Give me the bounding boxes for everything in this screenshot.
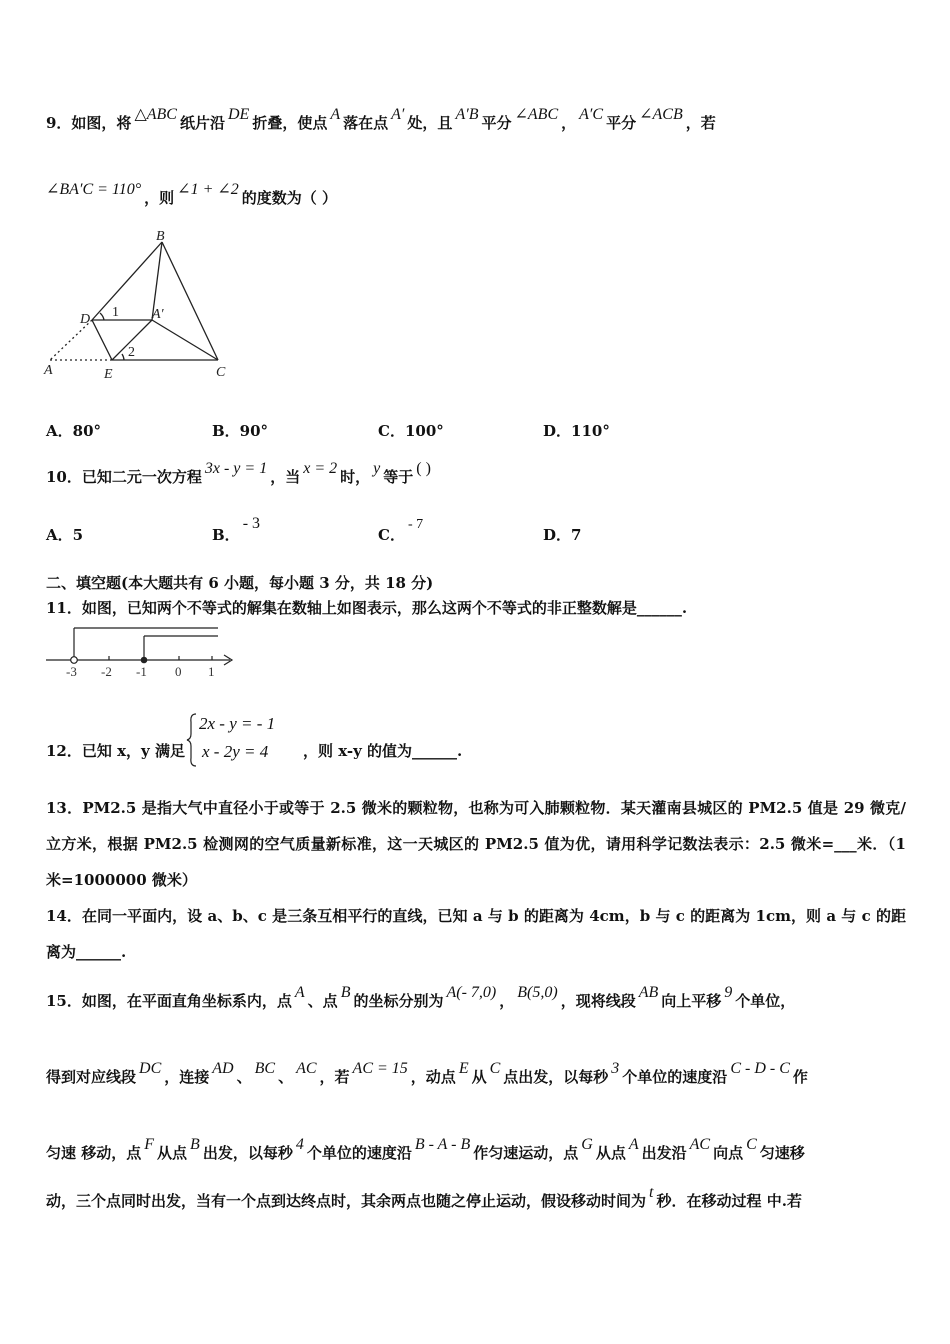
text: 落在点 (343, 114, 389, 132)
text-segment: 作 (792, 1068, 808, 1086)
math-token: AC = 15 (352, 1060, 408, 1077)
label-c: C (216, 365, 226, 380)
q10-option-c (378, 517, 426, 545)
math-angle-sum: ∠1 + ∠2 (177, 181, 239, 198)
q9-number: 9．如图，将 (46, 114, 132, 132)
q9-line-1 (46, 106, 716, 133)
text-segment: 、 (278, 1068, 294, 1086)
angle-2-arc (122, 354, 124, 360)
math-token: G (581, 1136, 593, 1153)
text-segment: 得到对应线段 (46, 1068, 137, 1086)
system-eq-2: x - 2y = 4 (202, 742, 269, 761)
q10-option-a: A．5 (46, 526, 84, 544)
text-segment: 秒．在移动过程 中.若 (656, 1192, 802, 1210)
math-token: AC (296, 1060, 317, 1077)
math-token: BC (254, 1060, 276, 1077)
q15-line-3 (46, 1136, 805, 1163)
math-token: A(- 7,0) (446, 984, 497, 1001)
tick-label: 1 (208, 664, 215, 679)
math-token: B (190, 1136, 200, 1153)
text-segment: ，现将线段 (560, 992, 636, 1010)
text-segment: 15．如图，在平面直角坐标系内，点 (46, 992, 292, 1010)
math-angle-ba-prime-c: ∠BA′C = 110° (46, 181, 142, 198)
text-segment: 个单位的速度沿 (622, 1068, 728, 1086)
tick-label: 0 (175, 664, 182, 679)
math-token: 9 (724, 984, 733, 1001)
system-eq-1: 2x - y = - 1 (199, 714, 276, 733)
text-segment: 个单位的速度沿 (306, 1144, 412, 1162)
section-2-heading: 二、填空题(本大题共有 6 小题，每小题 3 分，共 18 分) (46, 574, 434, 592)
text: 处，且 (407, 114, 453, 132)
math-token: A (294, 984, 305, 1001)
text: 时， (340, 468, 371, 486)
math-a-prime: A′ (391, 106, 405, 123)
q10-number: 10．已知二元一次方程 (46, 468, 202, 486)
text: 平分 (481, 114, 512, 132)
tick-label: -2 (101, 664, 112, 679)
q13-paragraph: 13．PM2.5 是指大气中直径小于或等于 2.5 微米的颗粒物，也称为可入肺颗粒物．某天灌南县城区的 PM2.5 值是 29 微克/立方米，根据 PM2.5 检测网的空气质量新标准，这一天城区的 PM2.5 值为优，请用科学记数法表示：2.5 微米=___米．（1 米=1000000 微米） (46, 799, 906, 889)
math-token: t (649, 1184, 654, 1201)
q15-line-2 (46, 1060, 808, 1087)
closed-circle-point (141, 657, 148, 664)
label-1: 1 (112, 305, 119, 320)
q9-triangle-figure (40, 228, 240, 388)
text: 平分 (606, 114, 637, 132)
text-segment: 动，三个点同时出发，当有一个点到达终点时，其余两点也随之停止运动，假设移动时间为 (46, 1192, 647, 1210)
math-token: F (144, 1136, 155, 1153)
text-segment: ，动点 (410, 1068, 456, 1086)
answer-parens: ( ) (416, 460, 431, 477)
math-token: B - A - B (414, 1136, 471, 1153)
label-b: B (156, 229, 165, 244)
q9-line-2 (46, 181, 337, 208)
text-segment: 作匀速运动，点 (473, 1144, 579, 1162)
tick-label: -3 (66, 664, 77, 679)
math-de: DE (228, 106, 250, 123)
text: ，若 (685, 114, 716, 132)
q9-option-a: A．80° (46, 422, 102, 440)
open-circle-point (71, 657, 78, 664)
q11-number-line (44, 622, 244, 682)
math-token: B (340, 984, 351, 1001)
math-token: A (628, 1136, 639, 1153)
text-segment: 出发沿 (641, 1144, 687, 1162)
text: C． (378, 526, 405, 544)
text-segment: ，若 (319, 1068, 350, 1086)
math-y: y (373, 460, 381, 477)
angle-1-arc (100, 313, 104, 320)
q15-line-4 (46, 1184, 802, 1211)
text-segment: 向上平移 (661, 992, 722, 1010)
tick-label: -1 (136, 664, 147, 679)
math-token: 4 (295, 1136, 304, 1153)
math-a-prime-b: A′B (455, 106, 479, 123)
label-a-prime: A′ (152, 307, 164, 322)
text: ，则 x-y 的值为______. (302, 742, 463, 760)
label-e: E (104, 367, 113, 382)
math-a-prime-c: A′C (579, 106, 604, 123)
math-token: AC (689, 1136, 711, 1153)
text: 的度数为（ ） (241, 189, 337, 207)
text: ，则 (144, 189, 175, 207)
q9-option-c: C．100° (378, 422, 444, 440)
text-segment: 从 (471, 1068, 487, 1086)
q15-line-1 (46, 984, 796, 1011)
q9-option-b: B．90° (212, 422, 269, 440)
text-segment: 的坐标分别为 (353, 992, 444, 1010)
math-angle-abc: ∠ABC (514, 106, 559, 123)
text: ， (561, 114, 577, 132)
text-segment: 向点 (713, 1144, 744, 1162)
q11-text: 11．如图，已知两个不等式的解集在数轴上如图表示，那么这两个不等式的非正整数解是______. (46, 599, 688, 617)
q10-line (46, 460, 434, 487)
text: B． (212, 526, 240, 544)
math-equation: 3x - y = 1 (204, 460, 268, 477)
math-a: A (330, 106, 341, 123)
text-segment: 从点 (595, 1144, 626, 1162)
math-token: 3 (611, 1060, 620, 1077)
text-segment: 匀速移 (759, 1144, 805, 1162)
text-segment: 个单位， (735, 992, 796, 1010)
q10-option-d: D．7 (543, 526, 582, 544)
math-token: AB (638, 984, 659, 1001)
math-token: C (746, 1136, 757, 1153)
label-d: D (80, 312, 91, 327)
text-segment: ， (499, 992, 515, 1010)
text: 12．已知 x，y 满足 (46, 742, 185, 760)
text-segment: ，连接 (164, 1068, 210, 1086)
label-2: 2 (128, 345, 135, 360)
q9-option-d: D．110° (543, 422, 610, 440)
text: 纸片沿 (179, 114, 225, 132)
text: 折叠，使点 (252, 114, 328, 132)
q14-paragraph: 14．在同一平面内，设 a、b、c 是三条互相平行的直线，已知 a 与 b 的距离为 4cm，b 与 c 的距离为 1cm，则 a 与 c 的距离为______. (46, 907, 906, 961)
text: ，当 (270, 468, 301, 486)
system-brace (186, 712, 198, 768)
text-segment: 匀速 移动，点 (46, 1144, 142, 1162)
text-segment: 出发，以每秒 (202, 1144, 293, 1162)
math-token: AD (212, 1060, 234, 1077)
q10-option-b (212, 515, 263, 545)
math-token: C - D - C (730, 1060, 790, 1077)
q10-option-c-value: - 7 (407, 517, 424, 532)
edge-de (92, 320, 112, 360)
math-token: C (489, 1060, 501, 1077)
text-segment: 点出发，以每秒 (503, 1068, 609, 1086)
math-triangle-abc: △ABC (134, 106, 177, 123)
label-a: A (44, 363, 53, 378)
text-segment: 从点 (157, 1144, 188, 1162)
math-token: E (458, 1060, 469, 1077)
text: 等于 (383, 468, 414, 486)
text-segment: 、点 (307, 992, 338, 1010)
math-x-eq-2: x = 2 (303, 460, 338, 477)
math-angle-acb: ∠ACB (639, 106, 683, 123)
math-token: DC (139, 1060, 162, 1077)
q10-option-b-value: - 3 (242, 515, 261, 532)
text-segment: 、 (236, 1068, 252, 1086)
math-token: B(5,0) (517, 984, 558, 1001)
